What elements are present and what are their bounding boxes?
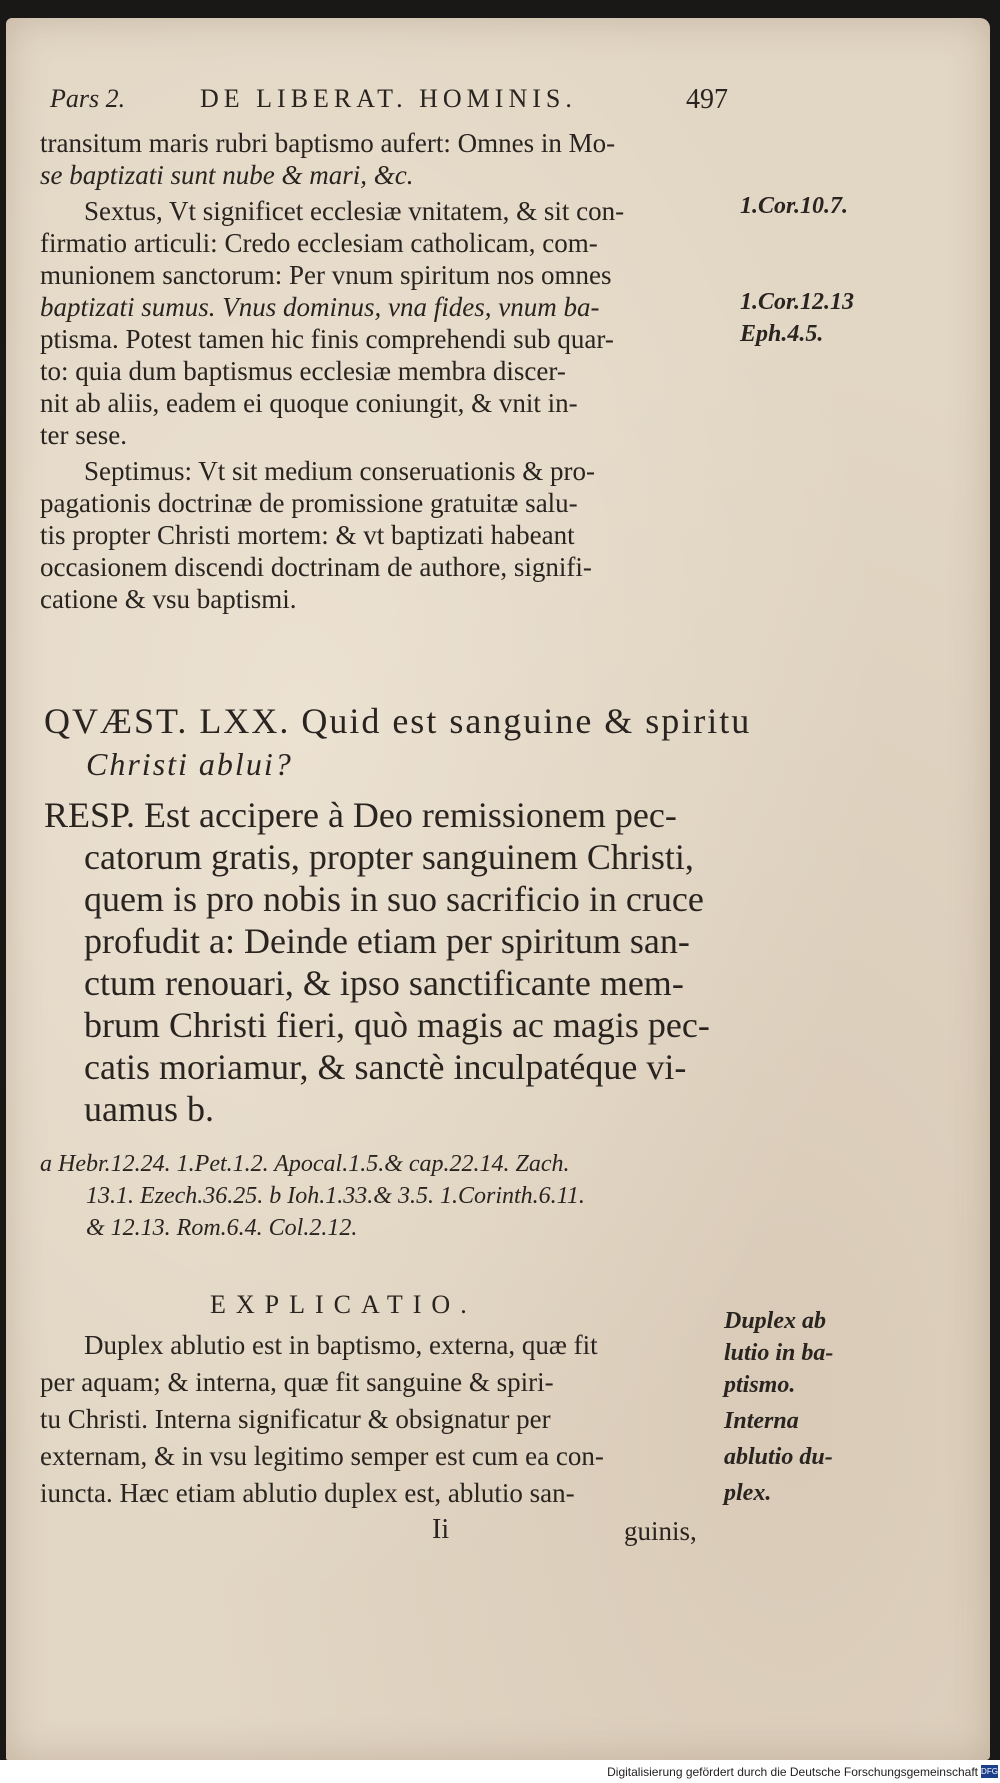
footer-credit: Digitalisierung gefördert durch die Deutsche Forschungsgemeinschaft <box>607 1765 978 1779</box>
response-line: catis moriamur, & sanctè inculpatéque vi- <box>84 1047 687 1087</box>
response-line: ctum renouari, & ipso sanctificante mem- <box>84 963 684 1003</box>
margin-note: lutio in ba- <box>724 1340 834 1366</box>
body-line: ter sese. <box>40 420 127 450</box>
response-line: RESP. Est accipere à Deo remissionem pec- <box>44 795 677 835</box>
body-line: nit ab aliis, eadem ei quoque coniungit, & vnit in- <box>40 388 578 418</box>
header-part: Pars 2. <box>50 84 126 113</box>
body-line: catione & vsu baptismi. <box>40 584 297 614</box>
margin-note: plex. <box>724 1480 772 1506</box>
response-line: quem is pro nobis in suo sacrificio in cruce <box>84 879 704 919</box>
scripture-note: & 12.13. Rom.6.4. Col.2.12. <box>86 1215 358 1241</box>
margin-note: Interna <box>724 1408 799 1434</box>
margin-note: ptismo. <box>724 1372 796 1398</box>
explicatio-heading: EXPLICATIO. <box>210 1290 477 1319</box>
body-line: occasionem discendi doctrinam de authore, signifi- <box>40 552 592 582</box>
explicatio-line: Duplex ablutio est in baptismo, externa, quæ fit <box>84 1330 598 1360</box>
explicatio-line: externam, & in vsu legitimo semper est cum ea con- <box>40 1441 604 1471</box>
page-number: 497 <box>686 84 728 115</box>
body-line: ptisma. Potest tamen hic finis comprehendi sub quar- <box>40 324 614 354</box>
header-title: DE LIBERAT. HOMINIS. <box>200 84 577 113</box>
margin-note: Duplex ab <box>724 1308 826 1334</box>
scripture-note: 13.1. Ezech.36.25. b Ioh.1.33.& 3.5. 1.Corinth.6.11. <box>86 1183 585 1209</box>
question-heading: QVÆST. LXX. Quid est sanguine & spiritu <box>44 701 752 741</box>
body-line: firmatio articuli: Credo ecclesiam catholicam, com- <box>40 228 598 258</box>
margin-note: ablutio du- <box>724 1444 833 1470</box>
response-line: uamus b. <box>84 1089 214 1129</box>
body-line: transitum maris rubri baptismo aufert: Omnes in Mo- <box>40 128 616 158</box>
body-line: to: quia dum baptismus ecclesiæ membra discer- <box>40 356 566 386</box>
question-heading-cont: Christi ablui? <box>86 746 293 782</box>
response-line: brum Christi fieri, quò magis ac magis pec- <box>84 1005 710 1045</box>
signature-mark: Ii <box>432 1514 450 1545</box>
body-line: baptizati sumus. Vnus dominus, vna fides, vnum ba- <box>40 292 600 322</box>
explicatio-line: iuncta. Hæc etiam ablutio duplex est, ablutio san- <box>40 1478 575 1508</box>
catchword: guinis, <box>624 1516 697 1546</box>
body-line: Sextus, Vt significet ecclesiæ vnitatem, & sit con- <box>84 196 625 226</box>
explicatio-line: tu Christi. Interna significatur & obsignatur per <box>40 1404 551 1434</box>
body-line: pagationis doctrinæ de promissione gratuitæ salu- <box>40 488 578 518</box>
body-line: Septimus: Vt sit medium conseruationis & pro- <box>84 456 595 486</box>
body-line: tis propter Christi mortem: & vt baptizati habeant <box>40 520 575 550</box>
response-line: profudit a: Deinde etiam per spiritum san- <box>84 921 690 961</box>
dfg-logo-icon: DFG <box>981 1767 998 1776</box>
body-line: munionem sanctorum: Per vnum spiritum nos omnes <box>40 260 612 290</box>
body-line: se baptizati sunt nube & mari, &c. <box>40 160 414 190</box>
explicatio-line: per aquam; & interna, quæ fit sanguine & spiri- <box>40 1367 554 1397</box>
margin-note: Eph.4.5. <box>740 321 824 347</box>
margin-note: 1.Cor.12.13 <box>740 289 855 315</box>
response-line: catorum gratis, propter sanguinem Christi, <box>84 837 694 877</box>
margin-note: 1.Cor.10.7. <box>740 193 849 219</box>
scripture-note: a Hebr.12.24. 1.Pet.1.2. Apocal.1.5.& cap.22.14. Zach. <box>40 1151 570 1177</box>
